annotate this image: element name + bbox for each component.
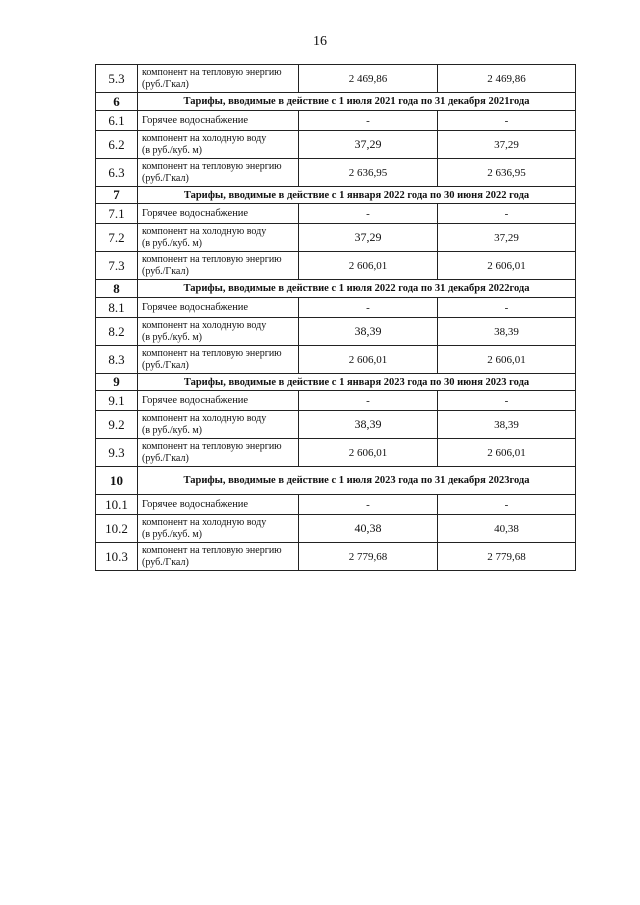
section-title: Тарифы, вводимые в действие с 1 июля 2022 года по 31 декабря 2022года [138, 280, 576, 298]
table-row [96, 159, 576, 187]
value-cell-1: 2 469,86 [299, 65, 438, 93]
row-number: 6.1 [96, 111, 138, 131]
tariff-table [95, 64, 576, 571]
row-number: 6.3 [96, 159, 138, 187]
value-cell-2: - [438, 495, 576, 515]
value-cell-1: - [299, 111, 438, 131]
value-cell-2: 2 636,95 [438, 159, 576, 187]
section-number: 7 [96, 187, 138, 204]
row-number: 10.2 [96, 515, 138, 543]
row-number: 6.2 [96, 131, 138, 159]
value-cell-2: 38,39 [438, 318, 576, 346]
table-row [96, 411, 576, 439]
value-cell-1: 38,39 [299, 318, 438, 346]
row-name: Горячее водоснабжение [138, 111, 299, 131]
value-cell-2: - [438, 298, 576, 318]
row-name: компонент на тепловую энергию (руб./Гкал) [138, 346, 299, 374]
value-cell-1: 38,39 [299, 411, 438, 439]
row-number: 7.1 [96, 204, 138, 224]
table-row [96, 131, 576, 159]
table-row [96, 495, 576, 515]
row-name: компонент на холодную воду (в руб./куб. м) [138, 224, 299, 252]
section-header-row [96, 93, 576, 111]
value-cell-1: 2 779,68 [299, 543, 438, 571]
row-name: компонент на тепловую энергию (руб./Гкал) [138, 439, 299, 467]
value-cell-2: 40,38 [438, 515, 576, 543]
row-number: 9.2 [96, 411, 138, 439]
row-name: Горячее водоснабжение [138, 298, 299, 318]
row-number: 8.3 [96, 346, 138, 374]
value-cell-2: 2 469,86 [438, 65, 576, 93]
row-number: 8.2 [96, 318, 138, 346]
row-number: 10.3 [96, 543, 138, 571]
row-name: компонент на тепловую энергию (руб./Гкал) [138, 252, 299, 280]
value-cell-1: 37,29 [299, 224, 438, 252]
value-cell-1: - [299, 298, 438, 318]
section-number: 6 [96, 93, 138, 111]
value-cell-2: 2 779,68 [438, 543, 576, 571]
value-cell-2: - [438, 204, 576, 224]
row-number: 9.1 [96, 391, 138, 411]
section-header-row [96, 374, 576, 391]
table-row [96, 65, 576, 93]
value-cell-2: 2 606,01 [438, 252, 576, 280]
table-row [96, 252, 576, 280]
value-cell-1: 2 606,01 [299, 252, 438, 280]
value-cell-2: 37,29 [438, 224, 576, 252]
table-row [96, 439, 576, 467]
section-title: Тарифы, вводимые в действие с 1 января 2022 года по 30 июня 2022 года [138, 187, 576, 204]
section-number: 8 [96, 280, 138, 298]
value-cell-2: - [438, 391, 576, 411]
section-number: 10 [96, 467, 138, 495]
section-title: Тарифы, вводимые в действие с 1 января 2023 года по 30 июня 2023 года [138, 374, 576, 391]
page-number: 16 [313, 34, 327, 49]
section-number: 9 [96, 374, 138, 391]
section-title: Тарифы, вводимые в действие с 1 июля 2021 года по 31 декабря 2021года [138, 93, 576, 111]
section-header-row [96, 187, 576, 204]
value-cell-1: 2 636,95 [299, 159, 438, 187]
value-cell-1: - [299, 204, 438, 224]
row-name: Горячее водоснабжение [138, 391, 299, 411]
row-name: компонент на тепловую энергию (руб./Гкал) [138, 65, 299, 93]
row-name: компонент на холодную воду (в руб./куб. м) [138, 131, 299, 159]
value-cell-2: 38,39 [438, 411, 576, 439]
table-row [96, 298, 576, 318]
value-cell-1: - [299, 391, 438, 411]
table-row [96, 515, 576, 543]
table-row [96, 346, 576, 374]
table-row [96, 391, 576, 411]
value-cell-1: 37,29 [299, 131, 438, 159]
value-cell-2: - [438, 111, 576, 131]
row-name: компонент на холодную воду (в руб./куб. м) [138, 318, 299, 346]
row-number: 9.3 [96, 439, 138, 467]
value-cell-2: 2 606,01 [438, 346, 576, 374]
row-name: компонент на тепловую энергию (руб./Гкал) [138, 543, 299, 571]
value-cell-1: - [299, 495, 438, 515]
row-name: компонент на холодную воду (в руб./куб. м) [138, 515, 299, 543]
value-cell-1: 40,38 [299, 515, 438, 543]
value-cell-2: 2 606,01 [438, 439, 576, 467]
row-number: 10.1 [96, 495, 138, 515]
section-header-row [96, 280, 576, 298]
value-cell-1: 2 606,01 [299, 439, 438, 467]
row-number: 8.1 [96, 298, 138, 318]
section-title: Тарифы, вводимые в действие с 1 июля 2023 года по 31 декабря 2023года [138, 467, 576, 495]
table-row [96, 111, 576, 131]
value-cell-2: 37,29 [438, 131, 576, 159]
row-name: Горячее водоснабжение [138, 204, 299, 224]
row-number: 7.3 [96, 252, 138, 280]
table-row [96, 204, 576, 224]
table-row [96, 224, 576, 252]
value-cell-1: 2 606,01 [299, 346, 438, 374]
section-header-row [96, 467, 576, 495]
row-number: 7.2 [96, 224, 138, 252]
table-row [96, 543, 576, 571]
row-number: 5.3 [96, 65, 138, 93]
row-name: компонент на холодную воду (в руб./куб. м) [138, 411, 299, 439]
table-row [96, 318, 576, 346]
row-name: компонент на тепловую энергию (руб./Гкал) [138, 159, 299, 187]
row-name: Горячее водоснабжение [138, 495, 299, 515]
